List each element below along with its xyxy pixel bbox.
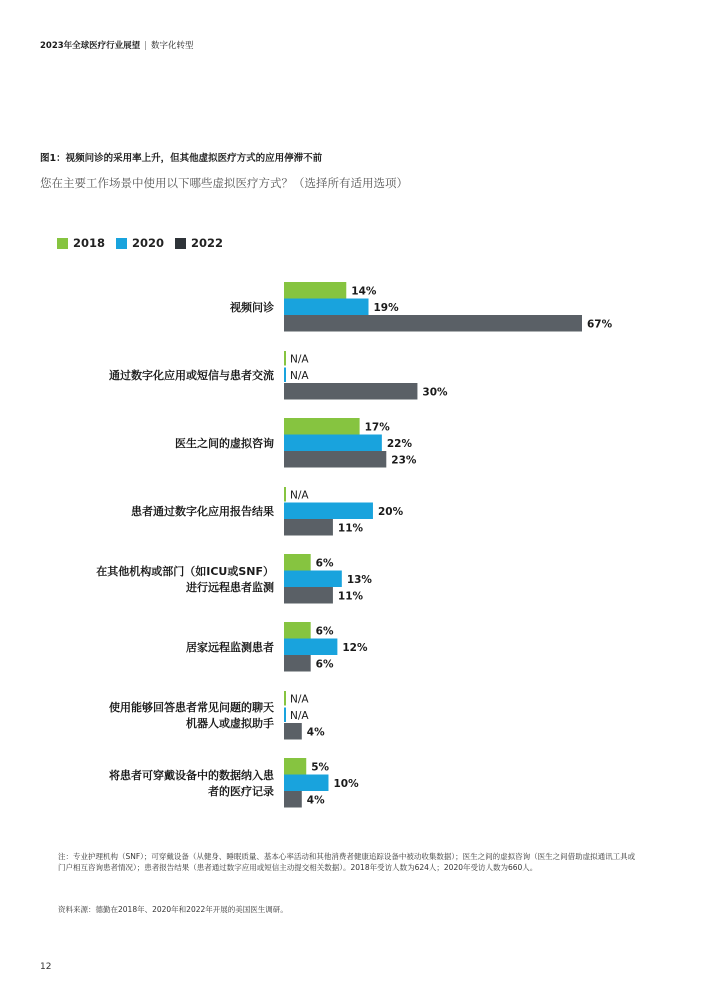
- bar-2022: [284, 723, 302, 740]
- legend-item-2020: [116, 236, 164, 250]
- bar-2020: [284, 299, 369, 316]
- data-label: 11%: [337, 522, 364, 535]
- category-label: 使用能够回答患者常见问题的聊天: [109, 700, 274, 714]
- data-label: 6%: [315, 557, 334, 570]
- bar-2018: [284, 418, 360, 435]
- bar-na-2018: [284, 691, 286, 706]
- section-title: 数字化转型: [151, 41, 194, 51]
- category-label: 机器人或虚拟助手: [186, 716, 274, 730]
- legend-label-2022: 2022: [191, 236, 224, 250]
- chart-legend: [57, 236, 223, 250]
- data-label: 4%: [306, 794, 325, 807]
- bar-2022: [284, 451, 386, 468]
- legend-label-2020: 2020: [132, 236, 165, 250]
- report-title: 2023年全球医疗行业展望: [40, 41, 141, 51]
- data-label: 5%: [311, 761, 330, 774]
- legend-swatch-2022: [175, 238, 186, 249]
- legend-item-2022: [175, 236, 223, 250]
- bar-2020: [284, 435, 382, 452]
- figure-subtitle: 您在主要工作场景中使用以下哪些虚拟医疗方式？（选择所有适用选项）: [40, 176, 408, 190]
- bar-2022: [284, 315, 582, 332]
- data-label: 6%: [315, 658, 334, 671]
- category-label: 将患者可穿戴设备中的数据纳入患: [109, 768, 274, 782]
- data-label: N/A: [290, 710, 309, 722]
- bar-na-2020: [284, 368, 286, 383]
- category-label: 患者通过数字化应用报告结果: [131, 504, 274, 518]
- data-label: N/A: [290, 489, 309, 502]
- bar-2022: [284, 791, 302, 808]
- legend-item-2018: [57, 236, 105, 250]
- data-label: 10%: [333, 778, 359, 790]
- bar-chart: [0, 270, 710, 830]
- data-label: 12%: [342, 642, 368, 654]
- data-label: N/A: [290, 693, 309, 706]
- legend-label-2018: 2018: [73, 236, 106, 250]
- data-label: 20%: [377, 506, 404, 518]
- page-number: 12: [40, 962, 52, 972]
- bar-2020: [284, 503, 373, 520]
- source-note: 资料来源：德勤在2018年、2020年和2022年开展的美国医生调研。: [58, 905, 288, 914]
- bar-2018: [284, 622, 311, 639]
- category-label: 通过数字化应用或短信与患者交流: [109, 368, 274, 382]
- bar-2020: [284, 639, 337, 656]
- category-label: 医生之间的虚拟咨询: [175, 436, 274, 450]
- report-header: [40, 39, 194, 51]
- bar-2022: [284, 587, 333, 604]
- data-label: 67%: [587, 318, 613, 331]
- bar-2022: [284, 383, 417, 400]
- data-label: 19%: [373, 302, 399, 314]
- bar-2018: [284, 554, 311, 571]
- legend-swatch-2018: [57, 238, 68, 249]
- data-label: 30%: [422, 386, 448, 399]
- data-label: 22%: [386, 438, 412, 450]
- bar-2020: [284, 775, 328, 792]
- data-label: 14%: [351, 285, 377, 298]
- bar-2022: [284, 655, 311, 672]
- data-label: N/A: [290, 370, 309, 382]
- header-separator: |: [144, 41, 148, 51]
- footnote: 注：专业护理机构（SNF）；可穿戴设备（从健身、睡眠质量、基本心率活动和其他消费者健康追踪设备中被动收集数据）；医生之间的虚拟咨询（医生之间借助虚拟通讯工具或门户相互咨询患者情况）；患者报告结果（患者通过数字应用或短信主动提交相关数据）。2018年受访人数为624人；2020年受访人数为660人。: [58, 852, 636, 872]
- data-label: 13%: [346, 574, 372, 586]
- category-label: 视频问诊: [230, 300, 274, 314]
- data-label: 11%: [337, 590, 364, 603]
- category-label: 者的医疗记录: [208, 784, 274, 798]
- data-label: 4%: [306, 726, 325, 739]
- bar-na-2020: [284, 708, 286, 723]
- bar-2022: [284, 519, 333, 536]
- bar-na-2018: [284, 351, 286, 366]
- data-label: 17%: [364, 421, 390, 434]
- figure-title: 图1：视频问诊的采用率上升，但其他虚拟医疗方式的应用停滞不前: [40, 153, 323, 164]
- data-label: 23%: [391, 454, 417, 467]
- bar-2020: [284, 571, 342, 588]
- data-label: 6%: [315, 625, 334, 638]
- bar-2018: [284, 282, 346, 299]
- legend-swatch-2020: [116, 238, 127, 249]
- category-label: 进行远程患者监测: [186, 580, 274, 594]
- data-label: N/A: [290, 353, 309, 366]
- bar-na-2018: [284, 487, 286, 502]
- category-label: 在其他机构或部门（如ICU或SNF）: [96, 564, 274, 578]
- category-label: 居家远程监测患者: [186, 640, 274, 654]
- bar-2018: [284, 758, 306, 775]
